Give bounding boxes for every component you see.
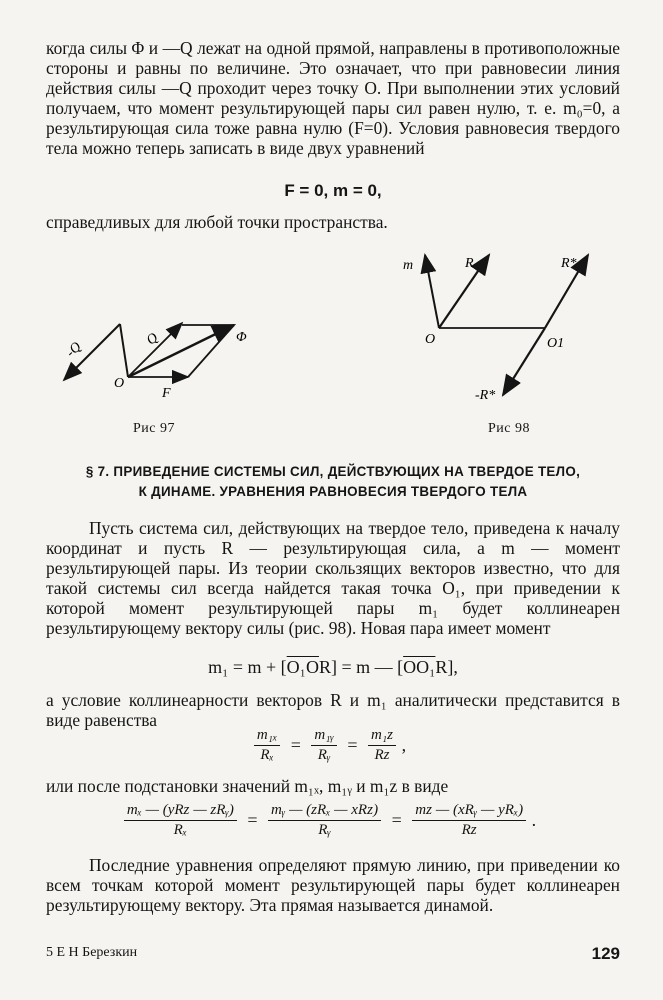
figure-97: [50, 245, 280, 410]
page-number: 129: [591, 944, 620, 963]
label-o1: O1: [547, 336, 565, 351]
paragraph-6: Последние уравнения определяют прямую линию, при приведении ко всем точкам которой момент результирующей пары будет коллинеарен результирующему вектору. Эта прямая называется динамой.: [46, 855, 620, 915]
label-phi: Φ: [236, 330, 247, 345]
eq2-lhs: m₁ = m + [: [208, 657, 287, 677]
vector-q: [128, 323, 182, 377]
eq4-den-3: Rᴢ: [461, 822, 477, 838]
eq3-num-3: m₁ᴢ: [368, 727, 396, 746]
paragraph-5: или после подстановки значений m₁ₓ, m₁ᵧ и m₁ᴢ в виде: [46, 776, 449, 796]
label-o: O: [114, 376, 125, 391]
figure-98: [395, 245, 610, 410]
line-o-to-neg-q: [120, 324, 128, 377]
eq4-period: .: [531, 810, 537, 830]
paragraph-2: справедливых для любой точки пространства.: [46, 212, 388, 232]
footer-signature: 5 Е Н Березкин: [46, 945, 138, 960]
eq2-oo1: OO₁: [403, 657, 436, 677]
paragraph-1: когда силы Φ и —Q лежат на одной прямой, направлены в противоположные стороны и равны по величине. Это означает, что при равновесии линия действия силы —Q проходит через точку O. При выполнении этих условий получаем, что момент результирующей пары сил равен нулю, т. е. m₀=0, а результирующая сила тоже равна нулю (F=0). Условия равновесия твердого тела можно теперь записать в виде двух уравнений: [46, 38, 620, 158]
eq2-r1: R] = m — [: [318, 657, 404, 677]
paragraph-4: а условие коллинеарности векторов R и m₁ аналитически представится в виде равенства: [46, 690, 620, 730]
eq3-num-1: m₁ₓ: [254, 727, 280, 746]
caption-97: Рис 97: [133, 421, 175, 436]
label-f: F: [162, 386, 171, 401]
eq2-r2: R],: [435, 657, 458, 677]
label-r-star: R*: [561, 256, 577, 271]
eq4-num-2: mᵧ — (zRₓ — xRᴢ): [268, 802, 381, 821]
label-r: R: [465, 256, 474, 271]
eq3-den-3: Rᴢ: [374, 747, 390, 763]
eq4-num-1: mₓ — (yRᴢ — zRᵧ): [124, 802, 237, 821]
eq4-equals-1: =: [247, 810, 258, 830]
equation-dynamo-line: [46, 802, 620, 839]
eq4-equals-2: =: [391, 810, 402, 830]
eq3-num-2: m₁ᵧ: [311, 727, 337, 746]
eq4-den-1: Rₓ: [173, 822, 188, 838]
label-neg-q: -Q: [63, 339, 85, 361]
section-heading-line-2: К ДИНАМЕ. УРАВНЕНИЯ РАВНОВЕСИЯ ТВЕРДОГО ТЕЛА: [138, 484, 528, 499]
vector-neg-r-star: [503, 328, 545, 395]
equation-new-moment: [46, 657, 620, 678]
label-o: O: [425, 332, 436, 347]
vector-phi: [128, 325, 234, 377]
eq4-den-2: Rᵧ: [318, 822, 331, 838]
eq4-num-3: mᴢ — (xRᵧ — yRₓ): [412, 802, 526, 821]
eq3-den-1: Rₓ: [260, 747, 274, 763]
vector-r: [439, 255, 489, 328]
paragraph-3: Пусть система сил, действующих на твердое тело, приведена к началу координат и пусть R — результирующая сила, а m — момент результирующей пары. Из теории скользящих векторов известно, что для такой системы сил всегда найдется такая точка O₁, при приведении к которой момент результирующей пары m₁ будет коллинеарен результирующему вектору силы (рис. 98). Новая пара имеет момент: [46, 518, 620, 638]
label-m: m: [403, 258, 414, 273]
eq3-den-2: Rᵧ: [317, 747, 331, 763]
label-neg-r-star: -R*: [475, 388, 496, 403]
equation-collinearity: [46, 727, 620, 764]
eq2-o1o: O₁O: [286, 657, 319, 677]
vector-m: [425, 255, 439, 328]
eq3-equals-1: =: [290, 735, 301, 755]
parallelogram-right: [188, 325, 234, 377]
caption-98: Рис 98: [488, 421, 530, 436]
section-heading-line-1: § 7. ПРИВЕДЕНИЕ СИСТЕМЫ СИЛ, ДЕЙСТВУЮЩИХ НА ТВЕРДОЕ ТЕЛО,: [85, 464, 581, 479]
label-q: Q: [143, 330, 162, 349]
eq3-comma: ,: [401, 735, 407, 755]
equation-equilibrium: F = 0, m = 0,: [284, 181, 382, 200]
eq3-equals-2: =: [347, 735, 358, 755]
